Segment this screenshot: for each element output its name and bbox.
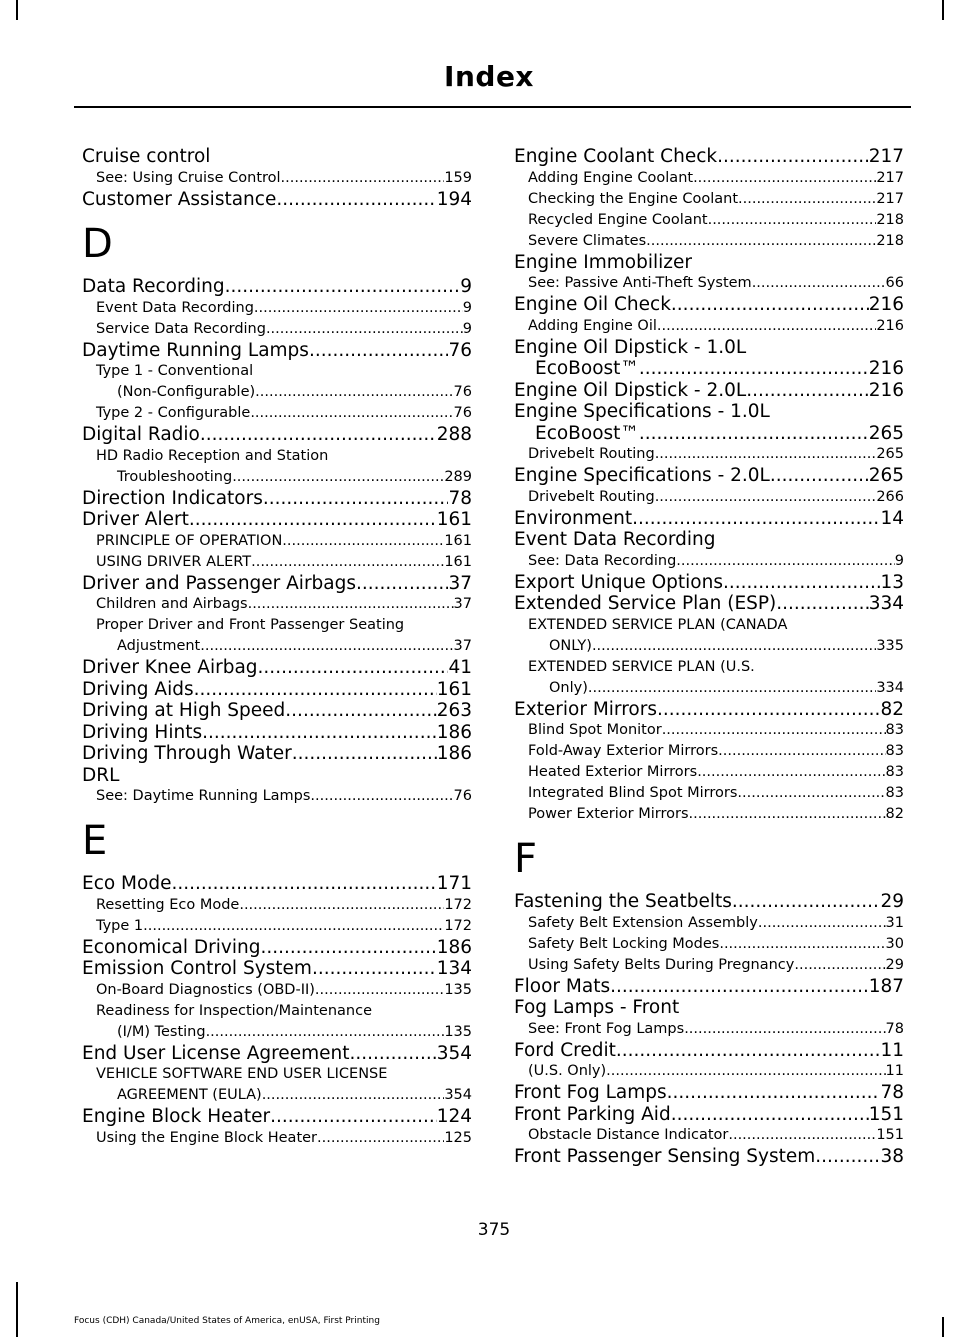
index-see-entry[interactable]: See: Data Recording ..... 9 [514, 551, 904, 572]
index-entry[interactable]: Environment ..... 14 [514, 508, 904, 530]
index-subentry[interactable]: Event Data Recording ..... 9 [82, 298, 472, 319]
index-see-entry[interactable]: See: Using Cruise Control ..... 159 [82, 168, 472, 189]
index-subentry-multiline[interactable]: VEHICLE SOFTWARE END USER LICENSE AGREEMENT (EULA) ..... 354 [82, 1064, 472, 1106]
index-heading: Event Data Recording [514, 529, 716, 550]
index-subentry[interactable]: Checking the Engine Coolant ..... 217 [514, 189, 904, 210]
index-subentry[interactable]: Drivebelt Routing ..... 265 [514, 444, 904, 465]
index-subentry[interactable]: Integrated Blind Spot Mirrors ..... 83 [514, 783, 904, 804]
index-subentry-multiline[interactable]: Proper Driver and Front Passenger Seating Adjustment ..... 37 [82, 615, 472, 657]
index-subentry[interactable]: USING DRIVER ALERT ..... 161 [82, 552, 472, 573]
index-subentry[interactable]: Using Safety Belts During Pregnancy ..... 29 [514, 955, 904, 976]
index-subentry[interactable]: Fold-Away Exterior Mirrors ..... 83 [514, 741, 904, 762]
index-subentry[interactable]: Power Exterior Mirrors ..... 82 [514, 804, 904, 825]
crop-mark [16, 1282, 18, 1337]
section-letter: D [82, 221, 113, 267]
index-entry[interactable]: Front Passenger Sensing System ..... 38 [514, 1146, 904, 1168]
index-entry[interactable]: Engine Specifications - 2.0L ..... 265 [514, 465, 904, 487]
index-entry[interactable]: Daytime Running Lamps ..... 76 [82, 340, 472, 362]
index-see-entry[interactable]: See: Front Fog Lamps ..... 78 [514, 1019, 904, 1040]
index-entry[interactable]: Digital Radio ..... 288 [82, 424, 472, 446]
index-subentry-multiline[interactable]: EXTENDED SERVICE PLAN (CANADA ONLY) ..... 335 [514, 615, 904, 657]
index-entry[interactable]: Direction Indicators ..... 78 [82, 488, 472, 510]
index-subentry[interactable]: Obstacle Distance Indicator ..... 151 [514, 1125, 904, 1146]
index-entry[interactable]: Driving Aids ..... 161 [82, 679, 472, 701]
crop-mark [16, 0, 18, 20]
index-entry[interactable]: Driver Knee Airbag ..... 41 [82, 657, 472, 679]
crop-mark [942, 1317, 944, 1337]
index-entry-multiline[interactable]: Engine Oil Dipstick - 1.0L EcoBoost™ ..... 216 [514, 337, 904, 380]
index-subentry[interactable]: Adding Engine Oil ..... 216 [514, 316, 904, 337]
index-entry[interactable]: Engine Coolant Check ..... 217 [514, 146, 904, 168]
index-entry[interactable]: Ford Credit ..... 11 [514, 1040, 904, 1062]
index-entry[interactable]: Engine Oil Dipstick - 2.0L ..... 216 [514, 380, 904, 402]
index-heading: Cruise control [82, 146, 211, 167]
index-subentry-multiline[interactable]: EXTENDED SERVICE PLAN (U.S. Only) ..... 334 [514, 657, 904, 699]
index-subentry[interactable]: Service Data Recording ..... 9 [82, 319, 472, 340]
crop-mark [942, 0, 944, 20]
index-heading: DRL [82, 764, 120, 786]
index-entry[interactable]: End User License Agreement ..... 354 [82, 1043, 472, 1065]
index-entry[interactable]: Eco Mode ..... 171 [82, 873, 472, 895]
section-letter: E [82, 818, 108, 864]
index-entry[interactable]: Driving Through Water ..... 186 [82, 743, 472, 765]
index-heading: Fog Lamps - Front [514, 997, 680, 1018]
index-entry[interactable]: Export Unique Options ..... 13 [514, 572, 904, 594]
index-column-left [82, 146, 472, 1149]
index-entry[interactable]: Engine Oil Check ..... 216 [514, 294, 904, 316]
index-entry[interactable]: Economical Driving ..... 186 [82, 937, 472, 959]
index-subentry[interactable]: Resetting Eco Mode ..... 172 [82, 895, 472, 916]
index-entry[interactable]: Exterior Mirrors ..... 82 [514, 699, 904, 721]
index-subentry[interactable]: Drivebelt Routing ..... 266 [514, 487, 904, 508]
page-number: 375 [477, 1220, 511, 1240]
index-entry[interactable]: Emission Control System ..... 134 [82, 958, 472, 980]
index-entry[interactable]: Driver and Passenger Airbags ..... 37 [82, 573, 472, 595]
index-see-entry[interactable]: See: Passive Anti-Theft System ..... 66 [514, 273, 904, 294]
index-entry[interactable]: Driver Alert ..... 161 [82, 509, 472, 531]
index-subentry[interactable]: Type 2 - Configurable ..... 76 [82, 403, 472, 424]
index-subentry[interactable]: Heated Exterior Mirrors ..... 83 [514, 762, 904, 783]
index-entry[interactable]: Engine Block Heater ..... 124 [82, 1106, 472, 1128]
page-title: Index [444, 60, 534, 93]
index-entry[interactable]: Extended Service Plan (ESP) ..... 334 [514, 593, 904, 615]
index-subentry[interactable]: (U.S. Only) ..... 11 [514, 1061, 904, 1082]
index-subentry[interactable]: Children and Airbags ..... 37 [82, 594, 472, 615]
index-entry[interactable]: Fastening the Seatbelts ..... 29 [514, 891, 904, 913]
index-column-right [514, 146, 904, 1168]
index-see-entry[interactable]: See: Daytime Running Lamps ..... 76 [82, 786, 472, 807]
index-subentry[interactable]: Adding Engine Coolant ..... 217 [514, 168, 904, 189]
index-subentry[interactable]: Severe Climates ..... 218 [514, 231, 904, 252]
index-subentry-multiline[interactable]: Readiness for Inspection/Maintenance (I/M) Testing ..... 135 [82, 1001, 472, 1043]
index-entry[interactable]: Driving Hints ..... 186 [82, 722, 472, 744]
index-entry[interactable]: Data Recording ..... 9 [82, 276, 472, 298]
index-entry-multiline[interactable]: Engine Specifications - 1.0L EcoBoost™ ..... 265 [514, 401, 904, 444]
index-subentry[interactable]: Safety Belt Locking Modes ..... 30 [514, 934, 904, 955]
index-subentry[interactable]: Recycled Engine Coolant ..... 218 [514, 210, 904, 231]
index-subentry[interactable]: PRINCIPLE OF OPERATION ..... 161 [82, 531, 472, 552]
index-subentry[interactable]: Using the Engine Block Heater ..... 125 [82, 1128, 472, 1149]
index-subentry[interactable]: Type 1 ..... 172 [82, 916, 472, 937]
index-subentry[interactable]: Safety Belt Extension Assembly ..... 31 [514, 913, 904, 934]
index-entry[interactable]: Front Fog Lamps ..... 78 [514, 1082, 904, 1104]
footer-text: Focus (CDH) Canada/United States of America, enUSA, First Printing [74, 1316, 380, 1326]
index-subentry-multiline[interactable]: Type 1 - Conventional (Non-Configurable) ..... 76 [82, 361, 472, 403]
index-entry[interactable]: Front Parking Aid ..... 151 [514, 1104, 904, 1126]
index-subentry[interactable]: On-Board Diagnostics (OBD-II) ..... 135 [82, 980, 472, 1001]
index-heading: Engine Immobilizer [514, 251, 692, 273]
index-subentry-multiline[interactable]: HD Radio Reception and Station Troubleshooting ..... 289 [82, 446, 472, 488]
index-subentry[interactable]: Blind Spot Monitor ..... 83 [514, 720, 904, 741]
header-rule [74, 106, 911, 108]
section-letter: F [514, 836, 538, 882]
index-entry[interactable]: Floor Mats ..... 187 [514, 976, 904, 998]
index-entry[interactable]: Driving at High Speed ..... 263 [82, 700, 472, 722]
index-entry[interactable]: Customer Assistance ..... 194 [82, 189, 472, 211]
